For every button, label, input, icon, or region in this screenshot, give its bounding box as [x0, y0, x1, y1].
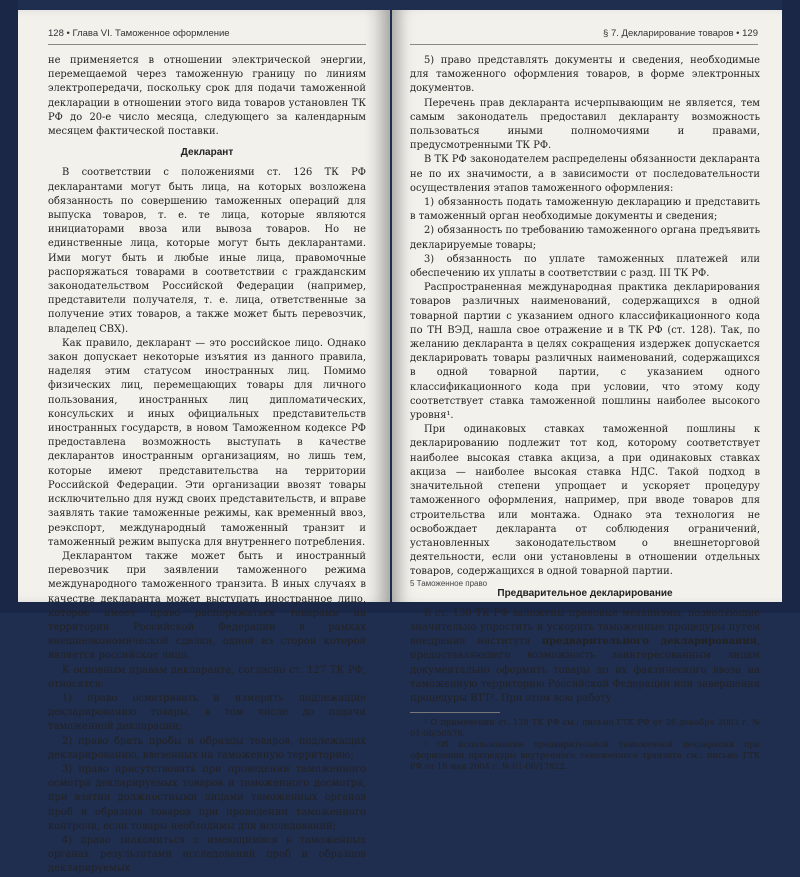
- list-item-obligation: 1) обязанность подать таможенную декларацию и представить в таможенный орган необходимые документы и сведения;: [410, 197, 760, 223]
- section-heading-declarant: Декларант: [180, 147, 234, 159]
- text-run: В ст. 130 ТК РФ заложены правовые механизмы, позволяющие значительно упростить и ускорить таможенные процедуры путем внедрения института: [410, 607, 760, 648]
- paragraph: Как правило, декларант — это российское лицо. Однако закон допускает некоторые изъятия из данного правила, наделяя этим статусом иностранных лиц. Помимо физических лиц, перемещающих товары для личного пользования, иностранных лиц дипломатических, консульских и иных официальных представительств иностранных государств, в новом Таможенном кодексе РФ предоставлена возможность выступать в качестве декларантов иностранным организациям, но лишь тем, которые имеют представительства на территории Российской Федерации. Эти организации ввозят товары исключительно для нужд своих представительств, и вправе заявлять такие таможенные режимы, как временный ввоз, реэкспорт, международный таможенный транзит и таможенный режим выпуска для внутреннего потребления.: [48, 337, 366, 548]
- book-cover-right-edge: [782, 0, 800, 613]
- left-header-rule: [48, 44, 366, 45]
- left-page: [18, 10, 390, 875]
- list-item-right: 1) право осматривать и измерять подлежащие декларированию товары, в том числе до подачи таможенной декларации;: [48, 692, 366, 733]
- right-running-head: § 7. Декларирование товаров • 129: [603, 28, 758, 39]
- list-item-right: 3) право присутствовать при проведении таможенного осмотра декларируемых товаров и таможенного досмотра, при взятии должностными лицами таможенных органов проб и образцов товаров при проведении таможенного контроля, если товары необходимы для исследований;: [48, 763, 366, 832]
- footnote: ¹ О применении ст. 128 ТК РФ см.: письмо ГТК РФ от 26 декабря 2003 г. № 01-06/50576.: [410, 717, 760, 739]
- footnote-rule: [410, 712, 500, 713]
- right-header-rule: [410, 44, 758, 45]
- section-heading-preliminary: Предварительное декларирование: [497, 587, 673, 599]
- paragraph: В соответствии с положениями ст. 126 ТК РФ декларантами могут быть лица, на которых возложена обязанность по совершению таможенных операций для выпуска товаров, т. е. те лица, которые являются инициаторами ввоза или вывоза товаров. Но не единственные лица, которые могут быть декларантами. Ими могут быть и любые иные лица, правомочные распоряжаться товарами в соответствии с гражданским законодательством Российской Федерации (например, представители получателя, т. е. лица, ответственные за получение этих товаров, а также может быть перевозчик, владелец СВХ).: [48, 167, 366, 335]
- text-run: , предоставляющего возможность заинтересованным лицам документально оформить товары до их фактического ввоза на таможенную территорию Российской Федерации или завершения процедуры ВТТ². При этом всю работу: [410, 636, 760, 704]
- left-running-head: 128 • Глава VI. Таможенное оформление: [48, 28, 230, 39]
- footnote: ² Об использовании предварительной таможенной декларации при оформлении процедуры внутреннего таможенного транзита см.: письмо ГТК РФ от 18 мая 2004 г. № 01-06/17822.: [410, 739, 760, 772]
- bold-term: предварительного декларирования: [541, 636, 757, 648]
- right-page-body: [410, 54, 760, 772]
- list-item-right: 5) право представлять документы и сведения, необходимые для таможенного оформления товаров, в форме электронных документов.: [410, 55, 760, 95]
- paragraph: Перечень прав декларанта исчерпывающим не является, тем самым законодатель предоставил декларанту возможность пользоваться иными полномочиями и правами, предусмотренными ТК РФ.: [410, 97, 760, 152]
- paragraph: К основным правам декларанта, согласно ст. 127 ТК РФ, относятся:: [48, 664, 366, 690]
- list-item-obligation: 2) обязанность по требованию таможенного органа предъявить декларируемые товары;: [410, 225, 760, 251]
- paragraph: В ТК РФ законодателем распределены обязанности декларанта не по их значимости, а в зависимости от последовательности осуществления этапов таможенного оформления:: [410, 154, 760, 194]
- left-page-body: [48, 54, 366, 877]
- paragraph: Распространенная международная практика декларирования товаров различных наименований, содержащихся в одной товарной партии с указанием одного классификационного кода по ТН ВЭД, нашла свое отражение и в ТК РФ (ст. 128). Так, по желанию декларанта в целях сокращения издержек допускается декларировать товары различных наименований, содержащихся в одной товарной партии, с указанием одного классификационного кода при условии, что этому коду соответствует ставка таможенной пошлины наиболее высокого уровня¹.: [410, 282, 760, 422]
- paragraph: При одинаковых ставках таможенной пошлины к декларированию подлежит тот код, которому соответствует наиболее высокая ставка акциза, а при одинаковых ставках акциза — наиболее высокая ставка НДС. Такой подход в значительной степени упрощает и ускоряет процедуру таможенного оформления, например, при вводе товаров для строительства или монтажа. Однако эта технология не освобождает декларанта от соблюдения ограничений, установленных законодательством о внешнеторговой деятельности, если они установлены в отношении отдельных товаров, содержащихся в одной товарной партии.: [410, 424, 760, 578]
- paragraph: Декларантом также может быть и иностранный перевозчик при заявлении таможенного режима международного таможенного транзита. В иных случаях в качестве декларанта может выступать иностранное лицо, которое имеет право распоряжаться товарами на территории Российской Федерации в рамках внешнеэкономической сделки, одной из сторон которой является российское лицо.: [48, 550, 366, 662]
- list-item-obligation: 3) обязанность по уплате таможенных платежей или обеспечению их уплаты в соответствии с разд. III ТК РФ.: [410, 253, 760, 280]
- list-item-right: 2) право брать пробы и образцы товаров, подлежащих декларированию, ввезенных на таможенную территорию;: [48, 735, 366, 761]
- book-cover-left-edge: [0, 0, 18, 613]
- list-item-right: 4) право знакомиться с имеющимися в таможенных органах результатами исследований проб и образцов декларируемых: [48, 834, 366, 875]
- paragraph: не применяется в отношении электрической энергии, перемещаемой через таможенную границу по линиям электропередачи, поскольку срок для подачи таможенной декларации в отношении этого вида товаров установлен ТК РФ до 20-е число месяца, следующего за календарным месяцем фактической поставки.: [48, 55, 366, 138]
- paragraph-preliminary: [410, 607, 760, 706]
- right-page: [392, 10, 782, 772]
- printer-signature: 5 Таможенное право: [410, 579, 488, 588]
